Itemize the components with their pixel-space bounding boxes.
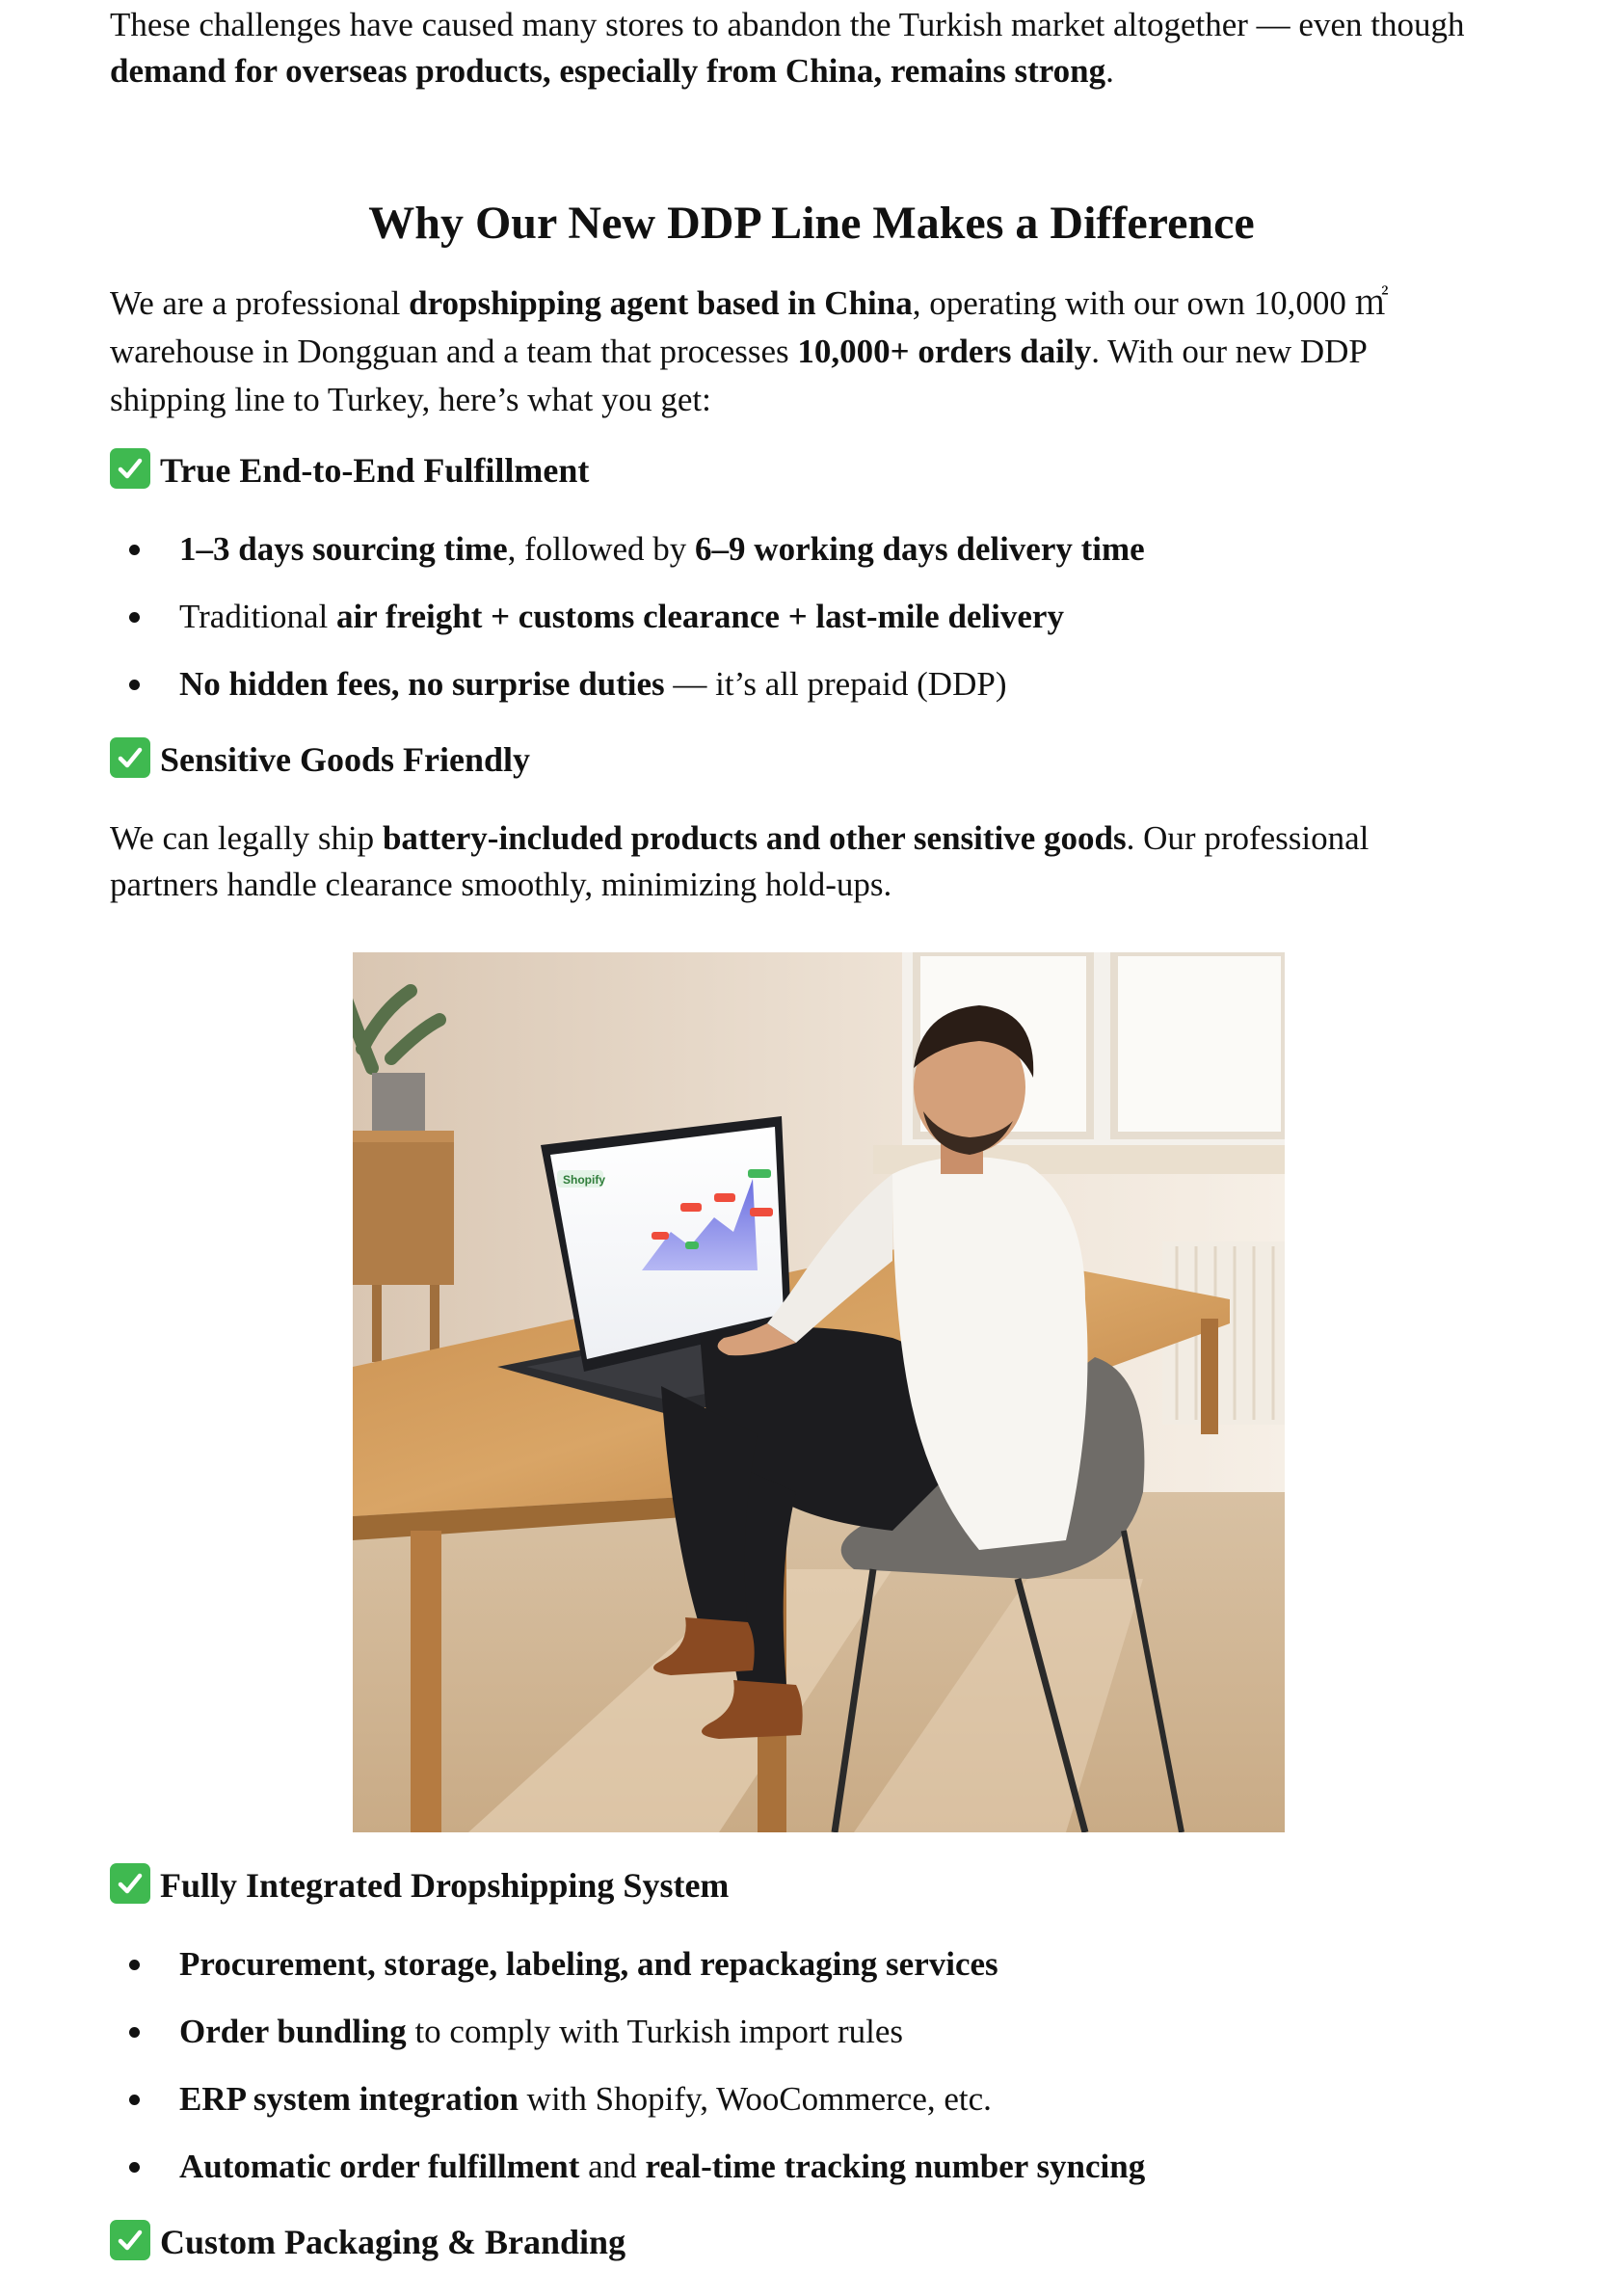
bullet-bold: 1–3 days sourcing time — [179, 530, 508, 568]
feature-title-text: Fully Integrated Dropshipping System — [160, 1866, 730, 1905]
bullet-icon — [129, 680, 140, 690]
feature-title — [110, 1862, 729, 1909]
list-item — [129, 661, 1007, 707]
check-mark-icon — [110, 1863, 150, 1904]
section-heading: Why Our New DDP Line Makes a Difference — [368, 198, 1255, 249]
intro-line-1: These challenges have caused many stores to abandon the Turkish market altogether — even though — [110, 6, 1465, 43]
bullet-text: Traditional — [179, 598, 337, 635]
about-paragraph — [110, 280, 1389, 424]
list-item — [129, 2009, 903, 2055]
bullet-icon — [129, 2162, 140, 2173]
bullet-bold: ERP system integration — [179, 2080, 519, 2118]
sensitive-goods-paragraph — [110, 815, 1369, 908]
bullet-text: — it’s all prepaid (DDP) — [664, 665, 1007, 703]
shopify-logo-text: Shopify — [563, 1173, 605, 1187]
check-mark-icon — [110, 737, 150, 778]
check-mark-icon — [110, 2220, 150, 2260]
feature-title — [110, 447, 589, 494]
para-text: . Our professional — [1126, 819, 1370, 857]
bullet-icon — [129, 2095, 140, 2105]
photo-illustration — [353, 952, 1285, 1832]
list-item — [129, 526, 1145, 573]
bullet-bold: air freight + customs clearance + last-mile delivery — [336, 598, 1064, 635]
about-text: , operating with our own 10,000 ㎡ — [912, 284, 1389, 322]
intro-line-2-tail: . — [1105, 52, 1114, 90]
list-item — [129, 2076, 992, 2122]
about-bold: 10,000+ orders daily — [797, 333, 1092, 370]
list-item — [129, 1941, 998, 1988]
bullet-bold: Order bundling — [179, 2013, 407, 2050]
check-mark-icon — [110, 448, 150, 489]
para-text: We can legally ship — [110, 819, 383, 857]
para-bold: battery-included products and other sensitive goods — [382, 819, 1127, 857]
bullet-text: , followed by — [507, 530, 696, 568]
list-item — [129, 2144, 1146, 2190]
bullet-bold: 6–9 working days delivery time — [695, 530, 1145, 568]
about-bold: dropshipping agent based in China — [409, 284, 913, 322]
about-text: . With our new DDP — [1091, 333, 1368, 370]
bullet-bold: Automatic order fulfillment — [179, 2148, 580, 2185]
bullet-text: to comply with Turkish import rules — [406, 2013, 903, 2050]
about-text: warehouse in Dongguan and a team that processes — [110, 333, 798, 370]
about-text: shipping line to Turkey, here’s what you get: — [110, 381, 711, 418]
bullet-bold: real-time tracking number syncing — [645, 2148, 1146, 2185]
feature-title-text: Custom Packaging & Branding — [160, 2223, 626, 2261]
bullet-icon — [129, 2027, 140, 2038]
bullet-bold: No hidden fees, no surprise duties — [179, 665, 665, 703]
feature-title-text: True End-to-End Fulfillment — [160, 451, 590, 490]
feature-title — [110, 736, 530, 783]
intro-line-2-bold: demand for overseas products, especially from China, remains strong — [110, 52, 1106, 90]
bullet-icon — [129, 1960, 140, 1970]
bullet-bold: Procurement, storage, labeling, and repackaging services — [179, 1945, 998, 1983]
bullet-icon — [129, 545, 140, 555]
feature-title — [110, 2219, 625, 2265]
photo-man-at-laptop — [353, 952, 1285, 1832]
bullet-text: with Shopify, WooCommerce, etc. — [518, 2080, 992, 2118]
bullet-icon — [129, 612, 140, 623]
feature-title-text: Sensitive Goods Friendly — [160, 740, 531, 779]
bullet-text: and — [579, 2148, 646, 2185]
para-text: partners handle clearance smoothly, minimizing hold-ups. — [110, 866, 892, 903]
intro-paragraph — [110, 2, 1464, 94]
about-text: We are a professional — [110, 284, 410, 322]
list-item — [129, 594, 1064, 640]
